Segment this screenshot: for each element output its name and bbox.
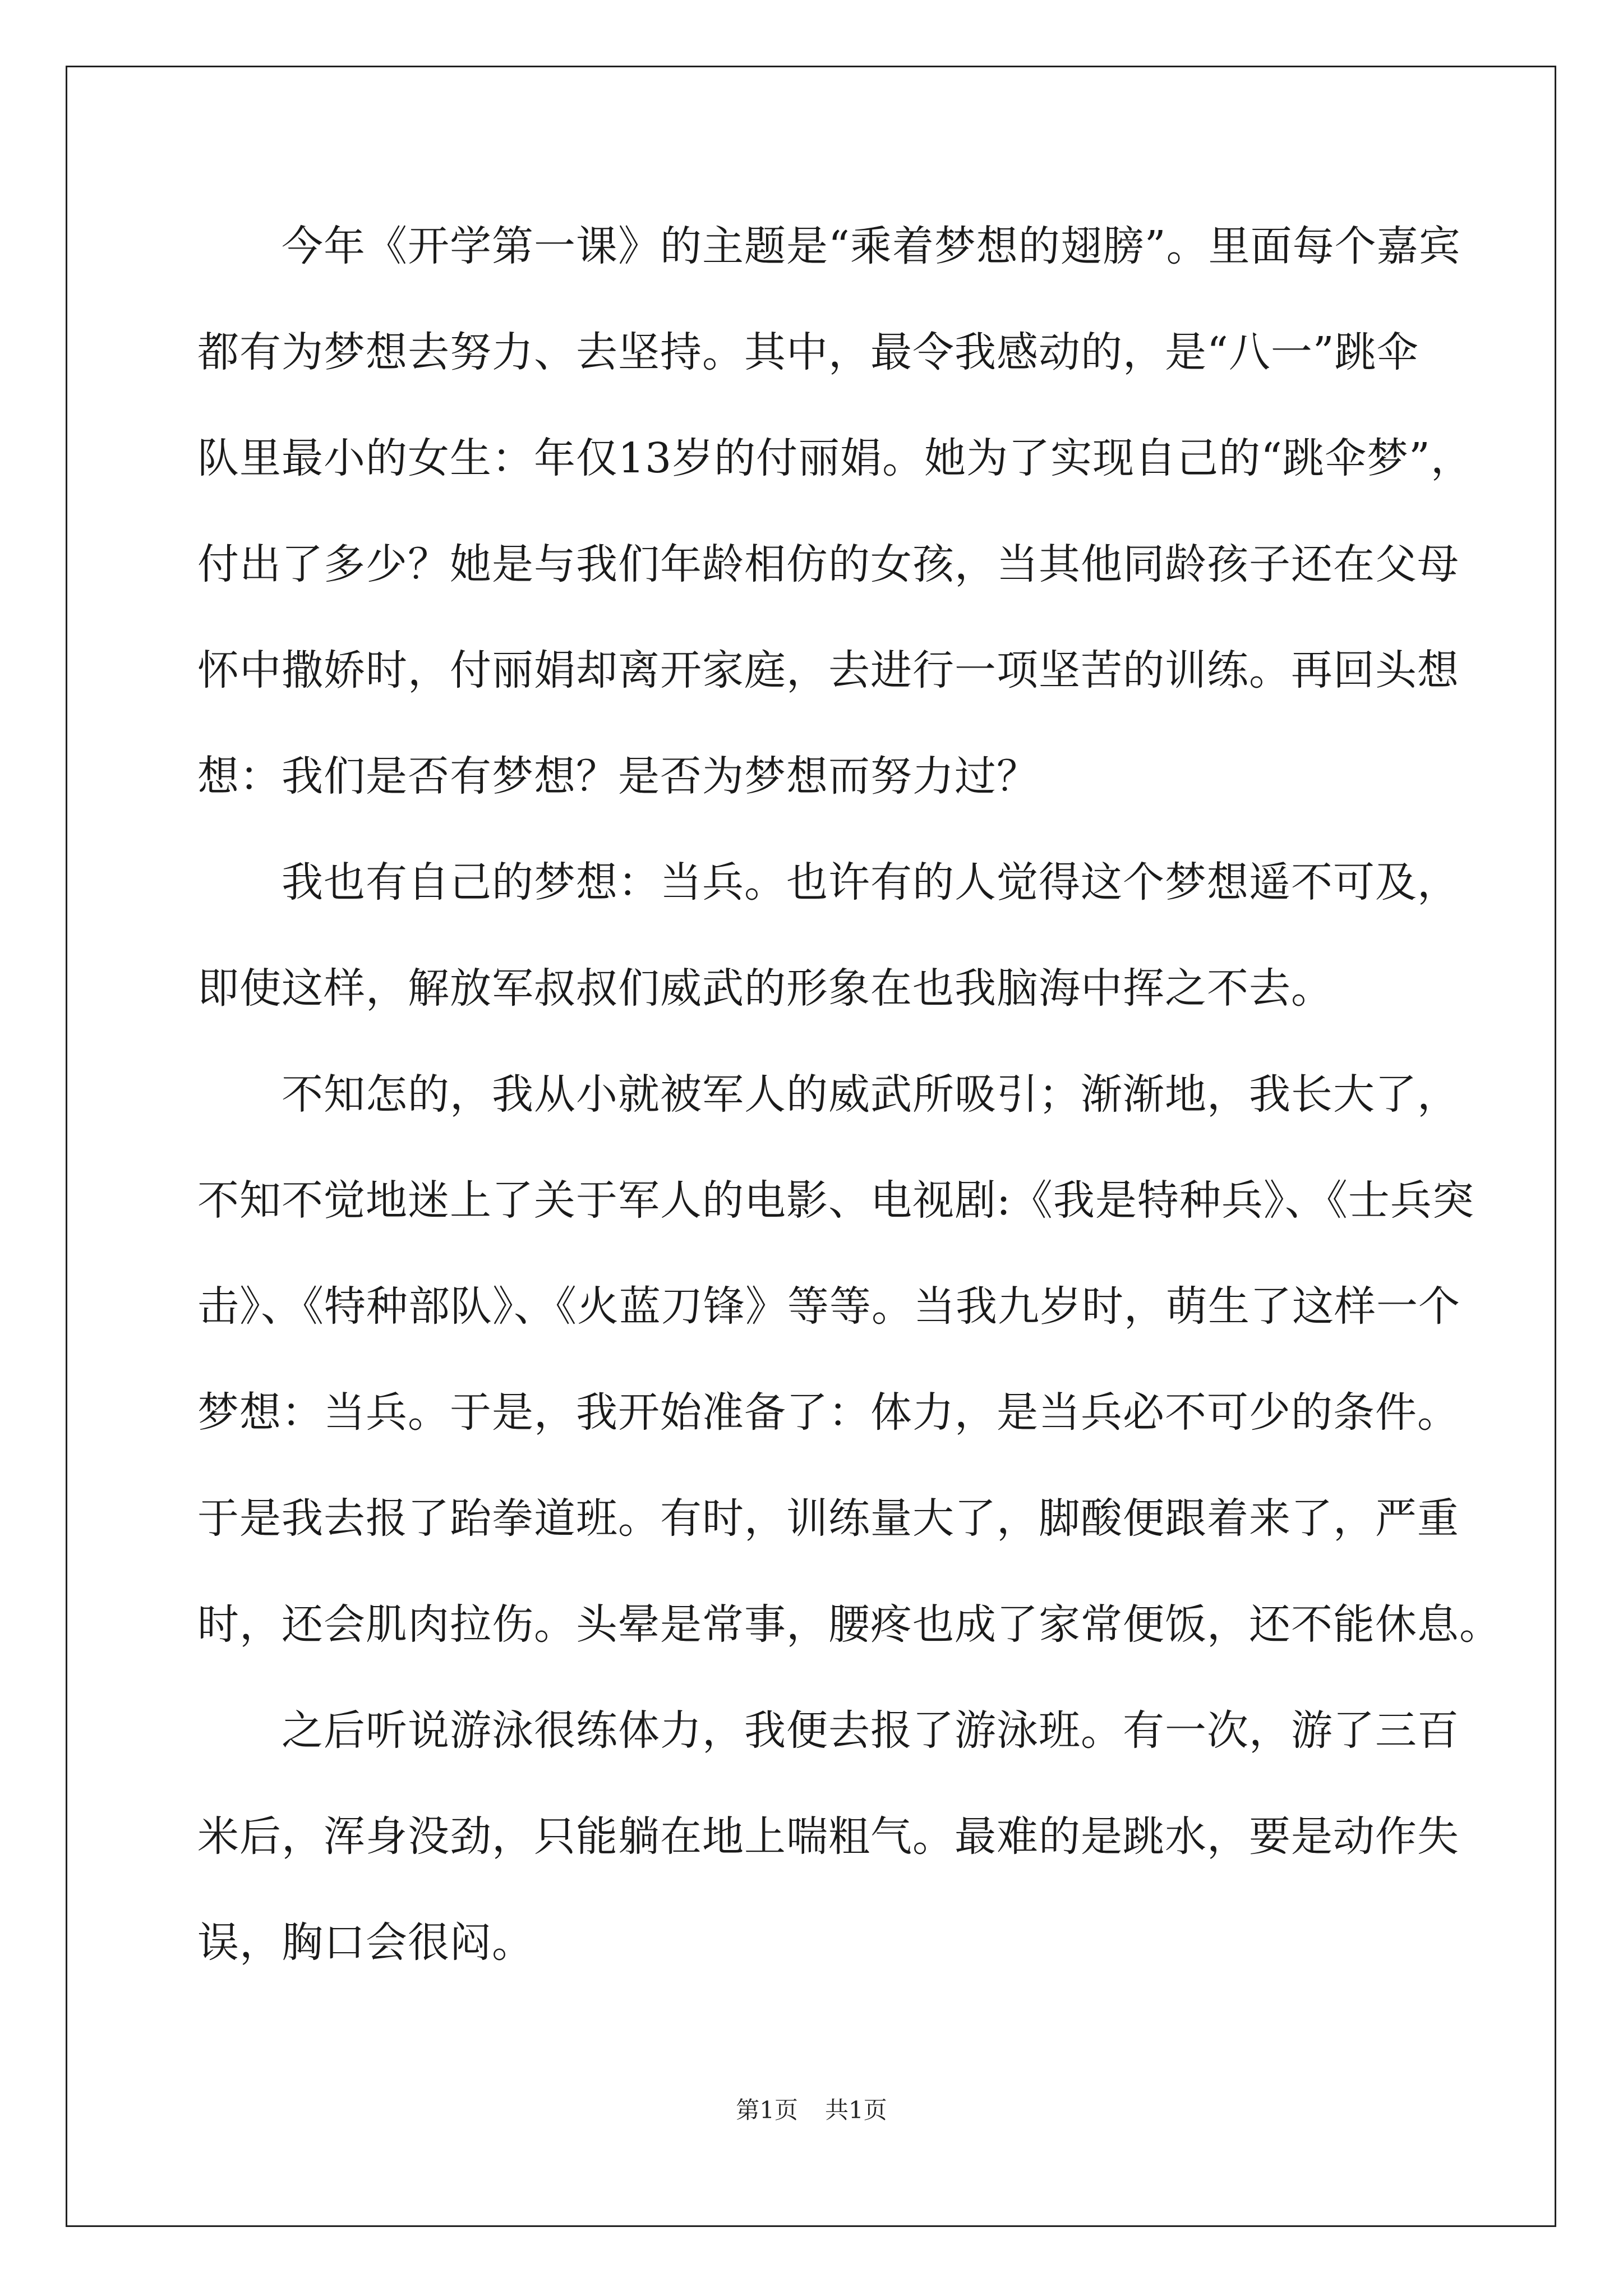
- text-line: 即使这样，解放军叔叔们威武的形象在也我脑海中挥之不去。: [197, 964, 1333, 1013]
- page-footer: [0, 2093, 1623, 2127]
- text-line: 队里最小的女生：年仅13岁的付丽娟。她为了实现自己的“跳伞梦”，: [197, 434, 1473, 482]
- page-total: 共1页: [825, 2096, 887, 2124]
- text-line: 于是我去报了跆拳道班。有时，训练量大了，脚酸便跟着来了，严重: [197, 1494, 1459, 1543]
- text-line: 今年《开学第一课》的主题是“乘着梦想的翅膀”。里面每个嘉宾: [197, 222, 1461, 270]
- text-line: 梦想：当兵。于是，我开始准备了：体力，是当兵必不可少的条件。: [197, 1388, 1459, 1437]
- text-line: 不知怎的，我从小就被军人的威武所吸引；渐渐地，我长大了，: [197, 1070, 1459, 1119]
- page-border: [66, 66, 1556, 2227]
- page-number: 第1页: [736, 2096, 798, 2124]
- text-line: 米后，浑身没劲，只能躺在地上喘粗气。最难的是跳水，要是动作失: [197, 1812, 1459, 1861]
- text-line: 我也有自己的梦想：当兵。也许有的人觉得这个梦想遥不可及，: [197, 858, 1459, 907]
- text-line: 之后听说游泳很练体力，我便去报了游泳班。有一次，游了三百: [197, 1706, 1459, 1755]
- text-line: 付出了多少？她是与我们年龄相仿的女孩，当其他同龄孩子还在父母: [197, 540, 1459, 588]
- text-line: 怀中撒娇时，付丽娟却离开家庭，去进行一项坚苦的训练。再回头想: [197, 646, 1459, 694]
- text-line: 击》、《特种部队》、《火蓝刀锋》等等。当我九岁时，萌生了这样一个: [197, 1282, 1460, 1331]
- text-line: 时，还会肌肉拉伤。头晕是常事，腰疼也成了家常便饭，还不能休息。: [197, 1600, 1501, 1649]
- text-line: 都有为梦想去努力、去坚持。其中，最令我感动的，是“八一”跳伞: [197, 328, 1419, 376]
- text-line: 误，胸口会很闷。: [197, 1918, 534, 1967]
- text-line: 想：我们是否有梦想？是否为梦想而努力过？: [197, 752, 1039, 800]
- text-line: 不知不觉地迷上了关于军人的电影、电视剧:《我是特种兵》、《士兵突: [197, 1176, 1474, 1225]
